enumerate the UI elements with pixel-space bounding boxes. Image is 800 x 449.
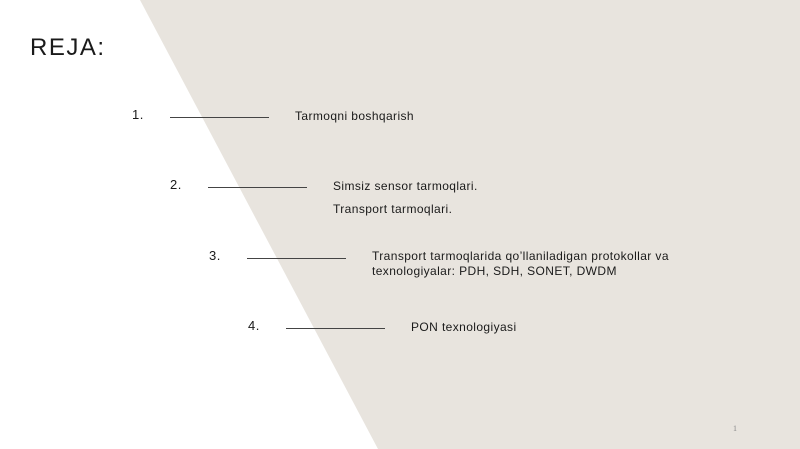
item-text bbox=[295, 108, 414, 124]
item-text bbox=[333, 178, 478, 217]
slide-title: REJA: bbox=[30, 34, 106, 61]
item-number: 4. bbox=[248, 318, 260, 333]
item-number: 1. bbox=[132, 107, 144, 122]
item-text bbox=[372, 249, 669, 279]
item-label: Tarmoqni boshqarish bbox=[295, 109, 414, 123]
item-text bbox=[411, 319, 517, 335]
page-number: 1 bbox=[733, 424, 737, 433]
item-connector-line bbox=[286, 328, 385, 329]
item-sublabel: texnologiyalar: PDH, SDH, SONET, DWDM bbox=[372, 264, 617, 278]
item-label: Simsiz sensor tarmoqlari. bbox=[333, 179, 478, 193]
beige-panel bbox=[140, 0, 800, 449]
item-connector-line bbox=[247, 258, 346, 259]
item-sublabel: Transport tarmoqlari. bbox=[333, 202, 453, 216]
item-connector-line bbox=[208, 187, 307, 188]
item-number: 2. bbox=[170, 177, 182, 192]
item-connector-line bbox=[170, 117, 269, 118]
item-number: 3. bbox=[209, 248, 221, 263]
item-label: Transport tarmoqlarida qo’llaniladigan protokollar va bbox=[372, 249, 669, 263]
item-label: PON texnologiyasi bbox=[411, 320, 517, 334]
